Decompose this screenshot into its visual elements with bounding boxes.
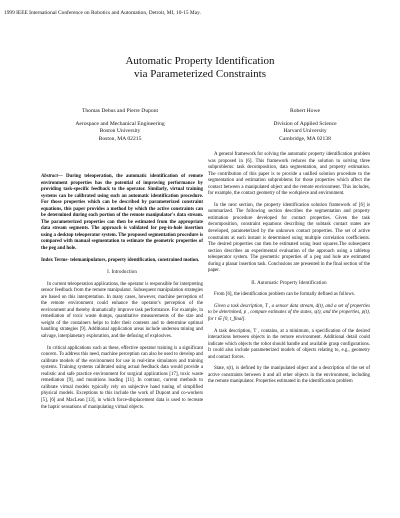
paper-title: [0, 55, 400, 81]
author-names-right: Robert Howe: [290, 108, 320, 114]
intro-paragraph-1: In current teleoperation applications, the operator is responsible for interpreting sensor feedback from the remote manipulator. Subsequent manipulation strategies are based on this interpretation. In many cases, however, machine perception of the remote environment could enhance the operator's perception of the environment and thereby dramatically improve task performance. For example, in remediation of toxic waste dumps, quantitative measurements of the size and weight of the containers helps to infer their contents and to determine optimal handling strategies [9]. Additional application areas include undersea mining and salvage, interplanetary exploration, and the defusing of explosives.: [41, 281, 203, 340]
intro-paragraph-2: In critical applications such as these, effective operator training is a significant concern. To address this need, machine perception can also be used to develop and calibrate models of the environment for use in real-time simulators and training systems. Training systems calibrated using actual feedback data would provide a realistic and safe practice environment for surgical applications [17], toxic waste remediation [9], and munitions loading [11]. In contrast, current methods to calibrate virtual models typically rely on subjective hand tuning of simplified physical models. Exceptions to this include the work of Dupont and co-workers [5], [6] and MacLean [13], in which force-displacement data is used to recreate the haptic sensations of manipulating virtual objects.: [41, 345, 203, 410]
body-paragraph-task-description: A task description, T , contains, at a minimum, a specification of the desired interactions between objects in the remote environment. Additional detail could indicate which objects the robot should handle and available grasp configurations. It could also include parameterized models of objects relating to, e.g., geometry and contact forces.: [208, 328, 370, 360]
conference-header: 1999 IEEE International Conference on Robotics and Automation, Detroit, MI, 10-15 May.: [4, 10, 201, 16]
body-paragraph-definition-intro: From [6], the identification problem can be formally defined as follows.: [214, 292, 355, 298]
index-terms-text: - telemanipulators, property identification, constrained motion.: [67, 257, 200, 263]
title-line-2: via Parameterized Constraints: [134, 68, 266, 80]
title-line-1: Automatic Property Identification: [125, 55, 275, 67]
section-heading-introduction: I. Introduction: [107, 270, 137, 276]
author-city-left: Boston, MA 02215: [98, 135, 142, 142]
author-names-left: Thomas Debus and Pierre Dupont: [81, 108, 159, 114]
author-univ-right: Harvard University: [283, 128, 327, 135]
author-dept-right: Division of Applied Science: [273, 121, 337, 128]
body-paragraph-framework: A general framework for solving the automatic property identification problem was proposed in [6]. This framework reduces the solution to solving three subproblems: task decomposition, data segmentation, and property estimation. The contribution of this paper is to provide a unified solution procedure to the segmentation and estimation subproblems for those properties which affect the contact between a manipulated object and the remote environment. This includes, for example, the contact geometry of the workpiece and environment.: [208, 152, 370, 197]
left-column: [41, 174, 203, 416]
index-terms: [41, 258, 203, 265]
abstract-label: Abstract: [41, 174, 58, 179]
section-heading-identification: II. Automatic Property Identification: [251, 280, 327, 286]
author-univ-left: Boston University: [99, 128, 141, 135]
abstract: [41, 174, 203, 253]
author-block-left: [40, 108, 200, 143]
right-column: [208, 152, 370, 391]
abstract-text: — During teleoperation, the automatic identification of remote environment properties has the potential of improving performance by providing task-specific feedback to the operator. Similarly, virtual training systems can be calibrated using such an automatic identification procedure. For those properties which can be described by parameterized constraint equations, this paper provides a method by which the active constraints can be determined during each portion of the remote manipulator's data stream. The parameterized properties can then be estimated from the appropriate data stream segments. The approach is validated for peg-in-hole insertion using a desktop teleoperator system. The proposed segmentation procedure is compared with manual segmentation to estimate the geometric properties of the peg and hole.: [41, 174, 203, 252]
index-terms-label: Index Terms: [41, 257, 68, 263]
problem-definition: Given a task description, T , a sensor data stream, d(t), and a set of properties to be determined, p , compute estimates of the states, s(t), and the properties, p(t), for t ∈ [0, t_final].: [208, 303, 370, 323]
author-city-right: Cambridge, MA 02138: [279, 135, 331, 142]
author-block-right: [240, 108, 370, 143]
body-paragraph-outline: In the next section, the property identification solution framework of [6] is summarized. The following section describes the segmentation and property estimation procedure developed for contact properties. Given the task decomposition, constraint equations describing the subtask contact states are developed, parameterized by the unknown contact properties. The set of active constraints at each instant is determined using multiple correlation coefficients. The desired properties can then be estimated using least squares.The subsequent section describes an experimental evaluation of the approach using a tabletop teleoperator system. The geometric properties of a peg and hole are estimated during a planar insertion task. Conclusions are presented in the final section of the paper.: [208, 202, 370, 274]
author-dept-left: Aerospace and Mechanical Engineering: [75, 121, 165, 128]
body-paragraph-state: State, s(t), is defined by the manipulated object and a description of the set of active constraints between it and all other objects in the environment, including the remote manipulator. Properties estimated in the identification problem: [208, 366, 370, 385]
